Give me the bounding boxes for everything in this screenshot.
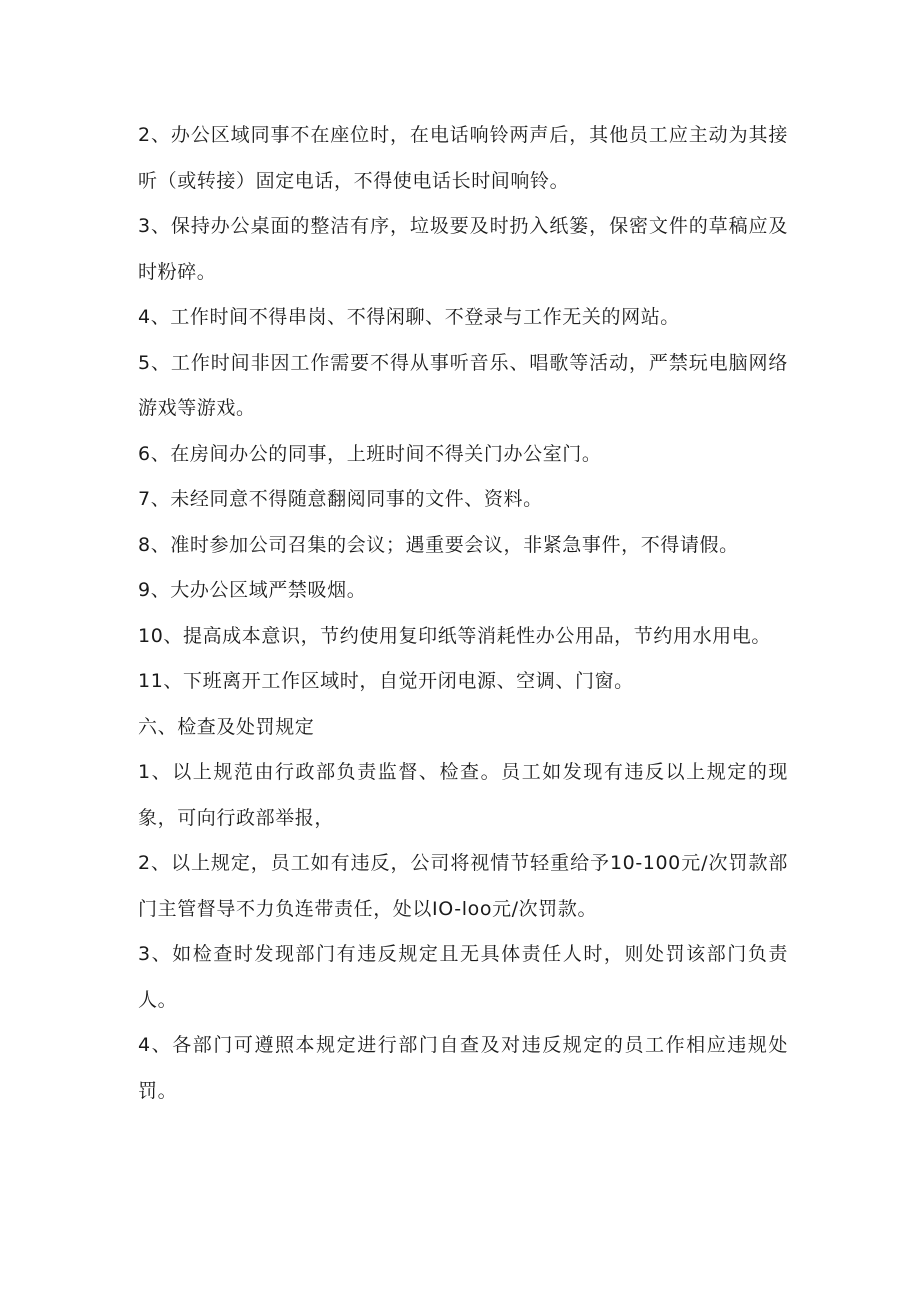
penalty-paragraph-2: 2、以上规定，员工如有违反，公司将视情节轻重给予10-100元/次罚款部门主管督导不力负连带责任，处以IO-loo元/次罚款。 [138, 852, 788, 920]
penalty-paragraph-1: 1、以上规范由行政部负责监督、检查。员工如发现有违反以上规定的现象，可向行政部举报， [138, 761, 788, 829]
rule-paragraph-5: 5、工作时间非因工作需要不得从事听音乐、唱歌等活动，严禁玩电脑网络游戏等游戏。 [138, 351, 788, 419]
document-body [138, 113, 788, 1114]
section-heading: 六、检查及处罚规定 [138, 715, 315, 738]
rule-paragraph-4: 4、工作时间不得串岗、不得闲聊、不登录与工作无关的网站。 [138, 306, 680, 328]
rule-paragraph-10: 10、提高成本意识，节约使用复印纸等消耗性办公用品，节约用水用电。 [138, 624, 771, 647]
rule-paragraph-9: 9、大办公区域严禁吸烟。 [138, 579, 367, 601]
penalty-paragraph-3: 3、如检查时发现部门有违反规定且无具体责任人时，则处罚该部门负责人。 [138, 943, 788, 1011]
rule-paragraph-2: 2、办公区域同事不在座位时，在电话响铃两声后，其他员工应主动为其接听（或转接）固定电话，不得使电话长时间响铃。 [138, 124, 788, 192]
penalty-paragraph-4: 4、各部门可遵照本规定进行部门自查及对违反规定的员工作相应违规处罚。 [138, 1034, 788, 1102]
rule-paragraph-8: 8、准时参加公司召集的会议；遇重要会议，非紧急事件，不得请假。 [138, 533, 739, 556]
rule-paragraph-3: 3、保持办公桌面的整洁有序，垃圾要及时扔入纸篓，保密文件的草稿应及时粉碎。 [138, 215, 788, 283]
rule-paragraph-7: 7、未经同意不得随意翻阅同事的文件、资料。 [138, 488, 543, 510]
rule-paragraph-11: 11、下班离开工作区域时，自觉开闭电源、空调、门窗。 [138, 670, 634, 692]
rule-paragraph-6: 6、在房间办公的同事，上班时间不得关门办公室门。 [138, 442, 602, 465]
